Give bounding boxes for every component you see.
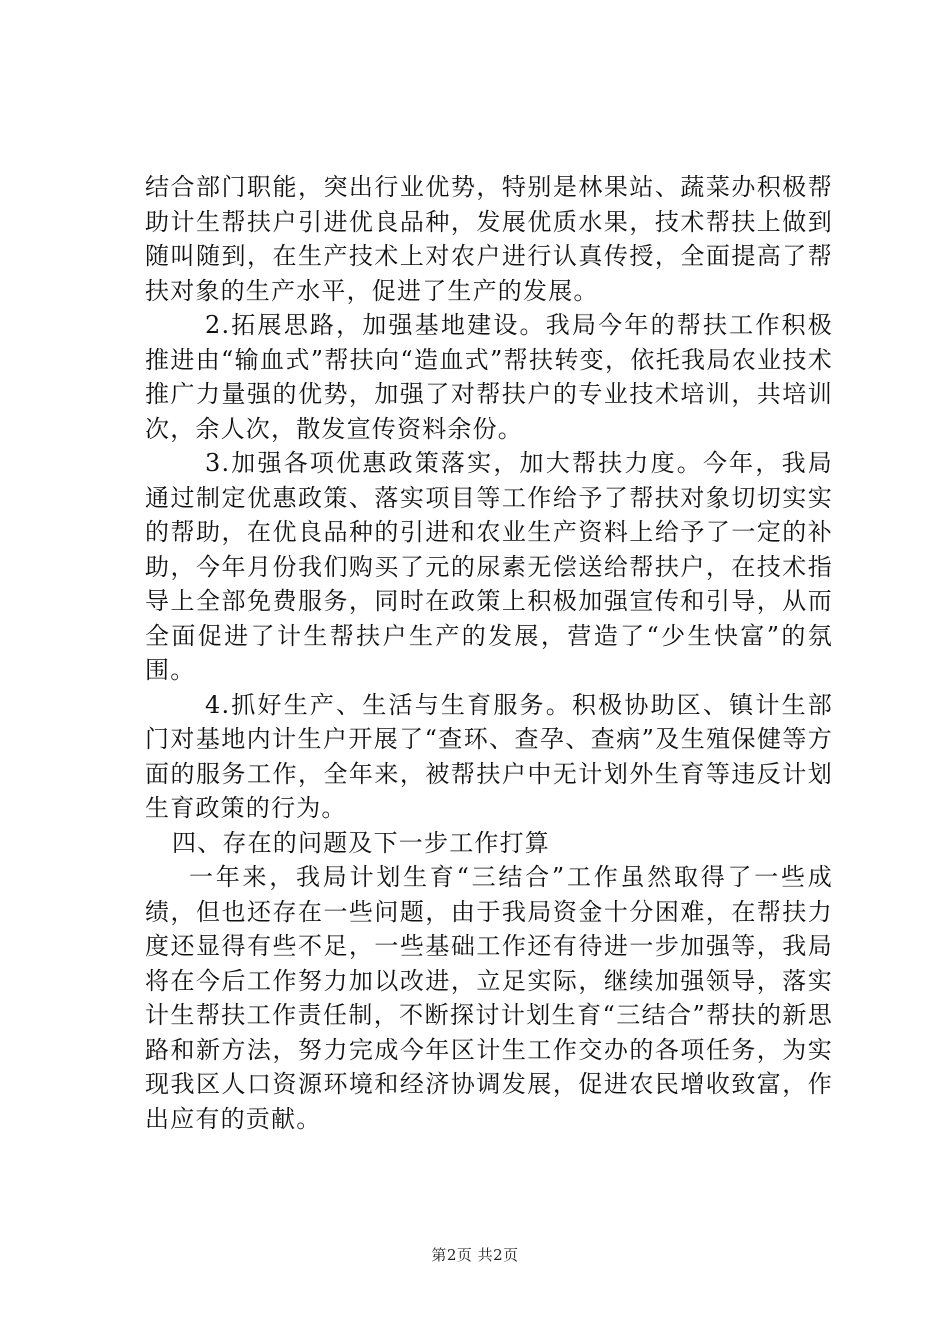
paragraph-item-2: 2.拓展思路，加强基地建设。我局今年的帮扶工作积极推进由“输血式”帮扶向“造血式”帮扶转变，依托我局农业技术推广力量强的优势，加强了对帮扶户的专业技术培训，共培训次，余人次，散发宣传资料余份。 xyxy=(145,311,833,443)
paragraph-summary: 一年来，我局计划生育“三结合”工作虽然取得了一些成绩，但也还存在一些问题，由于我局资金十分困难，在帮扶力度还显得有些不足，一些基础工作还有待进一步加强等，我局将在今后工作努力加以改进，立足实际，继续加强领导，落实计生帮扶工作责任制，不断探讨计划生育“三结合”帮扶的新思路和新方法，努力完成今年区计生工作交办的各项任务，为实现我区人口资源环境和经济协调发展，促进农民增收致富，作出应有的贡献。 xyxy=(145,863,833,1133)
section-heading: 四、存在的问题及下一步工作打算 xyxy=(172,828,550,857)
document-body xyxy=(145,170,833,1136)
paragraph-continuation: 结合部门职能，突出行业优势，特别是林果站、蔬菜办积极帮助计生帮扶户引进优良品种，发展优质水果，技术帮扶上做到随叫随到，在生产技术上对农户进行认真传授，全面提高了帮扶对象的生产水平，促进了生产的发展。 xyxy=(145,173,833,305)
paragraph-item-4: 4.抓好生产、生活与生育服务。积极协助区、镇计生部门对基地内计生户开展了“查环、查孕、查病”及生殖保健等方面的服务工作，全年来，被帮扶户中无计划外生育等违反计划生育政策的行为。 xyxy=(145,690,833,822)
page-number-footer: 第2页 共2页 xyxy=(431,1246,519,1264)
paragraph-item-3: 3.加强各项优惠政策落实，加大帮扶力度。今年，我局通过制定优惠政策、落实项目等工作给予了帮扶对象切切实实的帮助，在优良品种的引进和农业生产资料上给予了一定的补助，今年月份我们购买了元的尿素无偿送给帮扶户，在技术指导上全部免费服务，同时在政策上积极加强宣传和引导，从而全面促进了计生帮扶户生产的发展，营造了“少生快富”的氛围。 xyxy=(145,449,833,684)
